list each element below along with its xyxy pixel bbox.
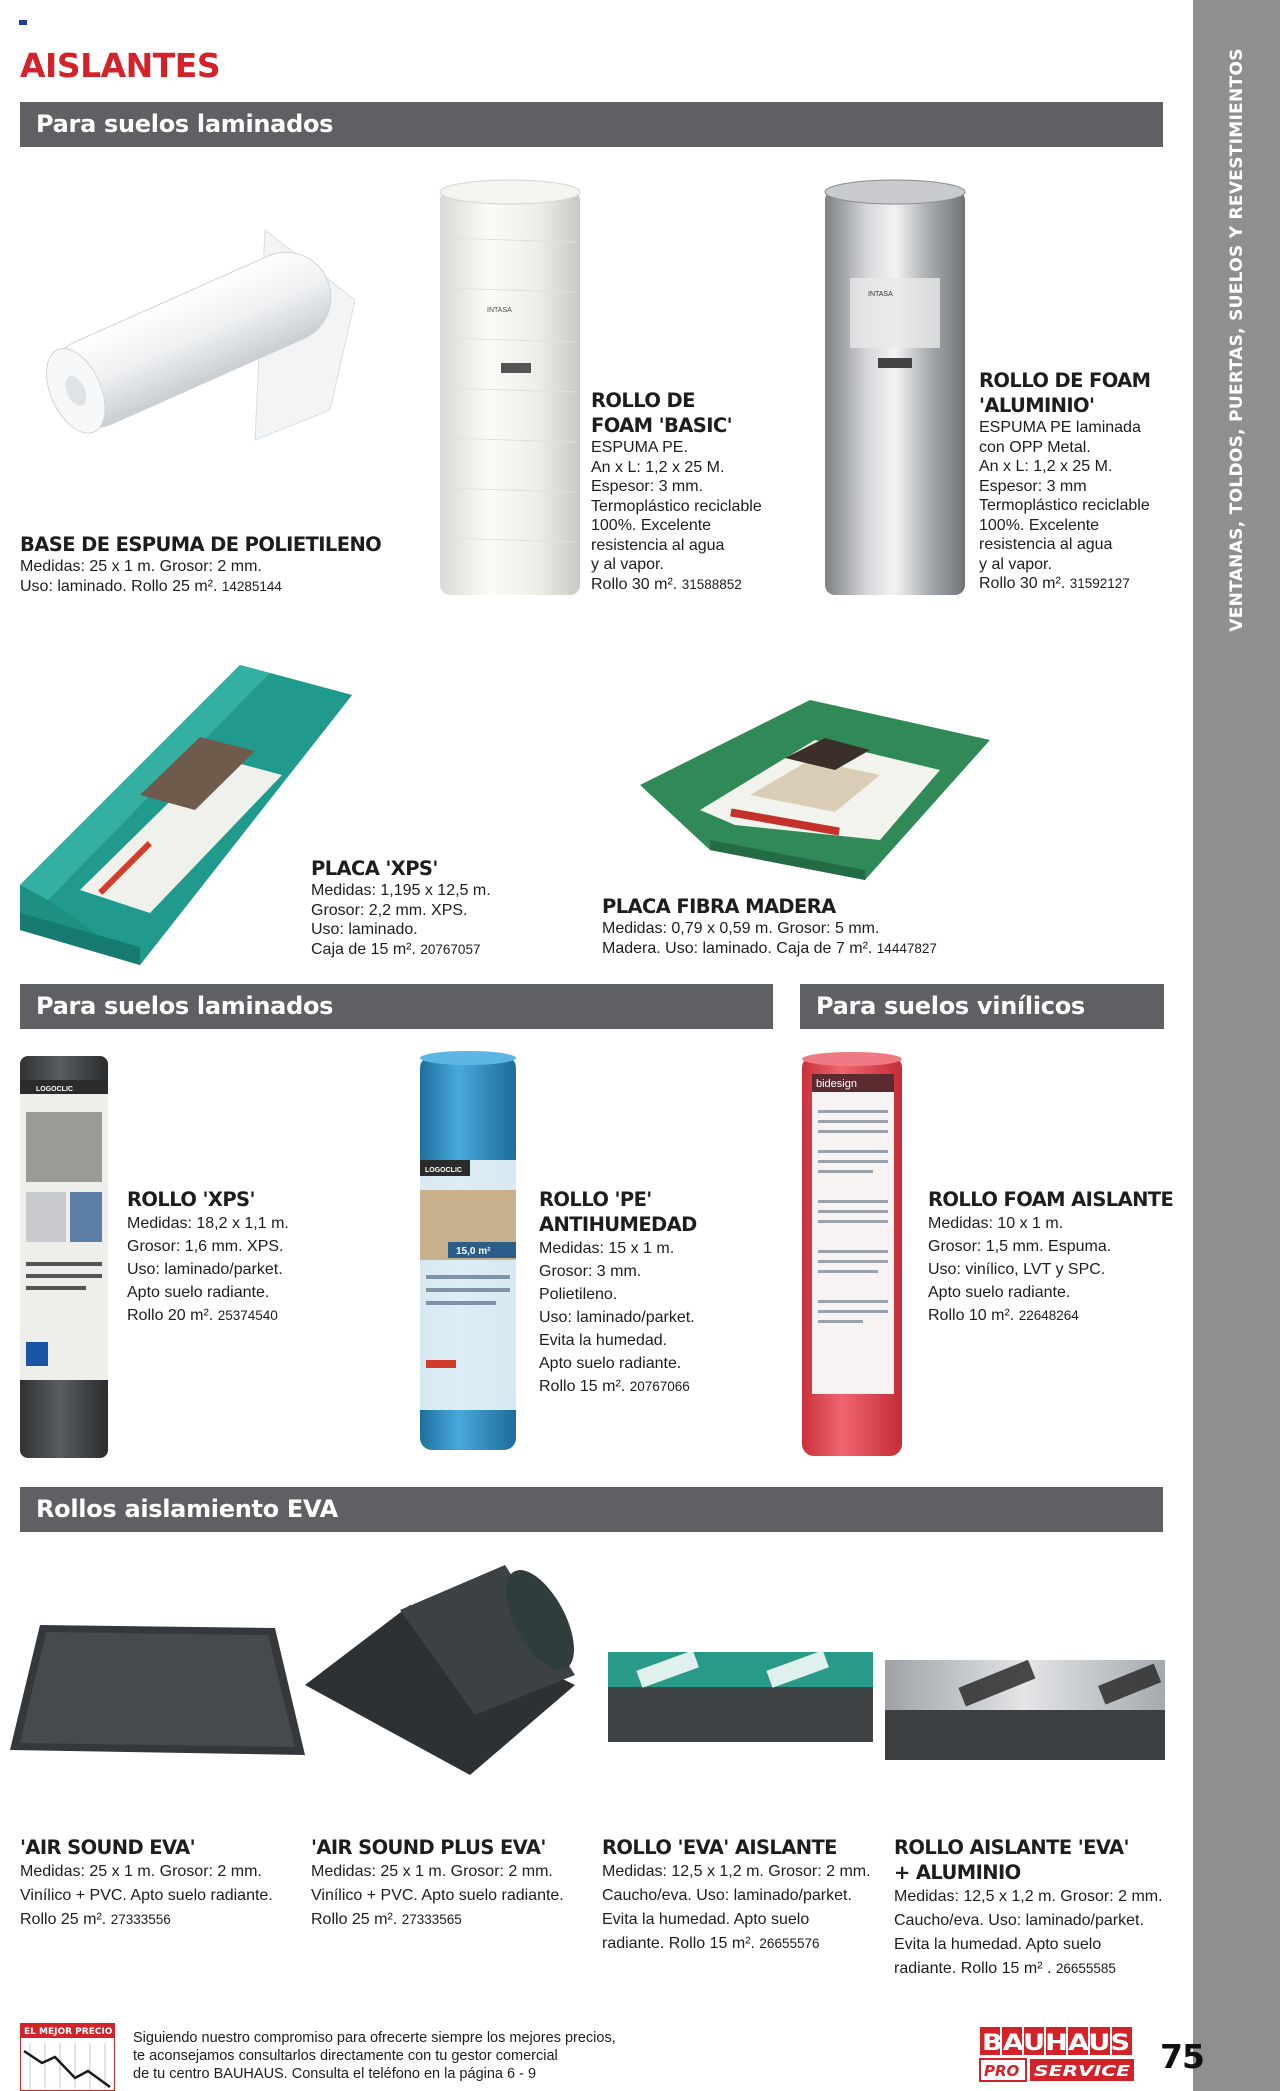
product-ref: 25374540 (217, 1308, 278, 1323)
product-ref: 22648264 (1018, 1308, 1079, 1323)
product-price-line: Uso: laminado. Rollo 25 m². (20, 577, 218, 595)
best-price-label: EL MEJOR PRECIO (24, 2027, 113, 2037)
product-spec: Uso: laminado/parket. (127, 1261, 283, 1278)
product-price-line: Caja de 15 m². (311, 940, 416, 958)
product-eva-aislante (602, 1835, 871, 1956)
bauhaus-pro-service-logo (978, 2027, 1143, 2083)
top-mark-icon (19, 20, 27, 25)
rollo-pe-label-badge: 15,0 m² (456, 1246, 491, 1257)
product-spec: 100%. Excelente (979, 516, 1100, 534)
product-spec: Termoplástico reciclable (591, 497, 762, 515)
rollo-pe-image (418, 1050, 518, 1455)
product-name: ROLLO FOAM AISLANTE (928, 1188, 1174, 1211)
product-spec: ESPUMA PE. (591, 439, 688, 456)
product-spec: An x L: 1,2 x 25 M. (979, 458, 1113, 475)
product-spec: Uso: laminado/parket. (539, 1309, 695, 1326)
placa-fibra-image (640, 700, 990, 880)
product-name: FOAM 'BASIC' (591, 414, 732, 437)
product-spec: Evita la humedad. Apto suelo (602, 1911, 810, 1928)
product-spec: Medidas: 25 x 1 m. Grosor: 2 mm. (20, 1863, 262, 1880)
product-ref: 26655576 (759, 1936, 820, 1951)
section-header-eva: Rollos aislamiento EVA (20, 1487, 1163, 1532)
product-spec: Vinílico + PVC. Apto suelo radiante. (20, 1887, 273, 1904)
air-sound-plus-image (305, 1565, 575, 1775)
rollo-xps-image (20, 1052, 108, 1462)
product-spec: Espesor: 3 mm (979, 477, 1087, 495)
product-spec: Espesor: 3 mm. (591, 478, 704, 495)
product-price-line: Rollo 15 m². (539, 1378, 626, 1395)
footer-note-line: Siguiendo nuestro compromiso para ofrecerte siempre los mejores precios, (133, 2030, 616, 2046)
footer-note (133, 2029, 616, 2083)
product-air-sound-plus (311, 1835, 564, 1932)
base-espuma-image (25, 190, 355, 480)
placa-xps-image (20, 665, 352, 965)
product-spec: resistencia al agua (979, 536, 1113, 553)
product-rollo-pe (539, 1187, 697, 1398)
eva-aislante-image (608, 1652, 873, 1742)
product-spec: resistencia al agua (591, 536, 725, 554)
product-price-line: Rollo 30 m². (591, 575, 678, 593)
product-foam-basic (591, 388, 762, 594)
product-spec: Termoplástico reciclable (979, 497, 1150, 514)
product-air-sound (20, 1835, 273, 1932)
product-name: ROLLO 'PE' (539, 1188, 652, 1211)
product-spec: Grosor: 3 mm. (539, 1263, 642, 1280)
product-spec: Evita la humedad. Apto suelo (894, 1936, 1102, 1953)
foam-basic-brand-mark: INTASA (487, 307, 512, 314)
product-ref: 26655585 (1055, 1961, 1116, 1976)
brand-bottom-right: SERVICE (1034, 2062, 1132, 2080)
product-name: PLACA 'XPS' (311, 857, 438, 880)
product-price-line: Rollo 30 m². (979, 575, 1066, 592)
product-spec: Medidas: 25 x 1 m. Grosor: 2 mm. (311, 1863, 553, 1880)
section-header-vinilicos: Para suelos vinílicos (800, 984, 1164, 1029)
product-price-line: radiante. Rollo 15 m² . (894, 1960, 1052, 1977)
product-spec: Grosor: 1,6 mm. XPS. (127, 1238, 284, 1255)
product-name: ROLLO DE (591, 389, 695, 412)
product-name: 'AIR SOUND PLUS EVA' (311, 1836, 546, 1859)
product-spec: Caucho/eva. Uso: laminado/parket. (602, 1887, 852, 1904)
product-spec: con OPP Metal. (979, 438, 1091, 456)
product-name: ROLLO 'EVA' AISLANTE (602, 1836, 837, 1859)
product-price-line: Rollo 25 m². (311, 1911, 398, 1928)
foam-aluminio-image (820, 178, 970, 608)
product-spec: Medidas: 15 x 1 m. (539, 1240, 675, 1257)
product-ref: 27333565 (401, 1912, 462, 1927)
product-spec: Medidas: 25 x 1 m. Grosor: 2 mm. (20, 558, 262, 575)
rollo-foam-aislante-image (800, 1050, 904, 1460)
product-foam-aluminio (979, 368, 1150, 594)
rollo-xps-brand-mark: LOGOCLIC (36, 1086, 73, 1093)
product-spec: Evita la humedad. (539, 1332, 668, 1349)
rollo-foam-brand-mark: bidesign (816, 1078, 857, 1090)
product-spec: Polietileno. (539, 1286, 618, 1303)
product-spec: y al vapor. (979, 555, 1052, 573)
product-rollo-xps (127, 1187, 289, 1327)
product-price-line: Madera. Uso: laminado. Caja de 7 m². (602, 939, 873, 957)
product-ref: 31592127 (1069, 576, 1130, 591)
product-ref: 27333556 (110, 1912, 171, 1927)
product-spec: Medidas: 10 x 1 m. (928, 1215, 1064, 1232)
section-header-laminados: Para suelos laminados (20, 102, 1163, 147)
product-name: BASE DE ESPUMA DE POLIETILENO (20, 533, 382, 556)
product-spec: An x L: 1,2 x 25 M. (591, 458, 725, 476)
product-placa-xps (311, 856, 491, 959)
rollo-pe-brand-mark: LOGOCLIC (425, 1167, 462, 1174)
eva-aluminio-image (885, 1660, 1165, 1760)
product-spec: y al vapor. (591, 556, 664, 573)
product-price-line: Rollo 10 m². (928, 1307, 1015, 1324)
foam-aluminio-brand-mark: INTASA (868, 291, 893, 298)
product-spec: Medidas: 1,195 x 12,5 m. (311, 882, 491, 899)
product-base-espuma (20, 532, 381, 596)
product-ref: 14285144 (221, 578, 282, 594)
product-spec: 100%. Excelente (591, 517, 712, 534)
product-price-line: Rollo 20 m². (127, 1307, 214, 1324)
air-sound-image (10, 1620, 305, 1760)
section-header-laminados-2: Para suelos laminados (20, 984, 773, 1029)
product-name: ROLLO 'XPS' (127, 1188, 255, 1211)
product-price-line: radiante. Rollo 15 m². (602, 1935, 755, 1952)
product-eva-aluminio (894, 1835, 1163, 1981)
product-spec: Uso: vinílico, LVT y SPC. (928, 1261, 1106, 1278)
product-price-line: Rollo 25 m². (20, 1911, 107, 1928)
product-spec: Vinílico + PVC. Apto suelo radiante. (311, 1887, 564, 1904)
product-name: + ALUMINIO (894, 1861, 1021, 1884)
product-spec: Grosor: 1,5 mm. Espuma. (928, 1238, 1112, 1255)
brand-bottom-left: PRO (984, 2062, 1020, 2080)
side-tab-label: VENTANAS, TOLDOS, PUERTAS, SUELOS Y REVESTIMIENTOS (1227, 48, 1247, 632)
brand-top: BAUHAUS (982, 2031, 1130, 2056)
product-ref: 31588852 (681, 576, 742, 592)
best-price-badge (20, 2023, 115, 2091)
product-rollo-foam-aislante (928, 1187, 1173, 1327)
product-spec: ESPUMA PE laminada (979, 419, 1141, 436)
product-spec: Medidas: 18,2 x 1,1 m. (127, 1215, 289, 1232)
footer-note-line: de tu centro BAUHAUS. Consulta el teléfono en la página 6 - 9 (133, 2066, 537, 2082)
page-title: AISLANTES (20, 46, 221, 85)
product-spec: Uso: laminado. (311, 921, 418, 938)
product-spec: Apto suelo radiante. (928, 1284, 1071, 1301)
foam-basic-image (435, 178, 585, 608)
product-ref: 14447827 (876, 940, 937, 956)
product-spec: Medidas: 12,5 x 1,2 m. Grosor: 2 mm. (894, 1888, 1163, 1905)
product-name: ANTIHUMEDAD (539, 1213, 697, 1236)
product-spec: Apto suelo radiante. (539, 1355, 682, 1372)
product-name: 'AIR SOUND EVA' (20, 1836, 196, 1859)
product-placa-fibra (602, 894, 937, 958)
product-spec: Caucho/eva. Uso: laminado/parket. (894, 1912, 1144, 1929)
product-name: ROLLO DE FOAM (979, 369, 1151, 392)
page-number: 75 (1160, 2037, 1204, 2076)
product-spec: Grosor: 2,2 mm. XPS. (311, 901, 468, 919)
product-name: 'ALUMINIO' (979, 394, 1095, 417)
product-spec: Medidas: 12,5 x 1,2 m. Grosor: 2 mm. (602, 1863, 871, 1880)
footer-note-line: te aconsejamos consultarlos directamente con tu gestor comercial (133, 2048, 558, 2064)
product-ref: 20767057 (420, 941, 481, 957)
product-spec: Apto suelo radiante. (127, 1284, 270, 1301)
product-name: ROLLO AISLANTE 'EVA' (894, 1836, 1129, 1859)
product-name: PLACA FIBRA MADERA (602, 895, 836, 918)
product-ref: 20767066 (629, 1379, 690, 1394)
product-spec: Medidas: 0,79 x 0,59 m. Grosor: 5 mm. (602, 920, 880, 937)
